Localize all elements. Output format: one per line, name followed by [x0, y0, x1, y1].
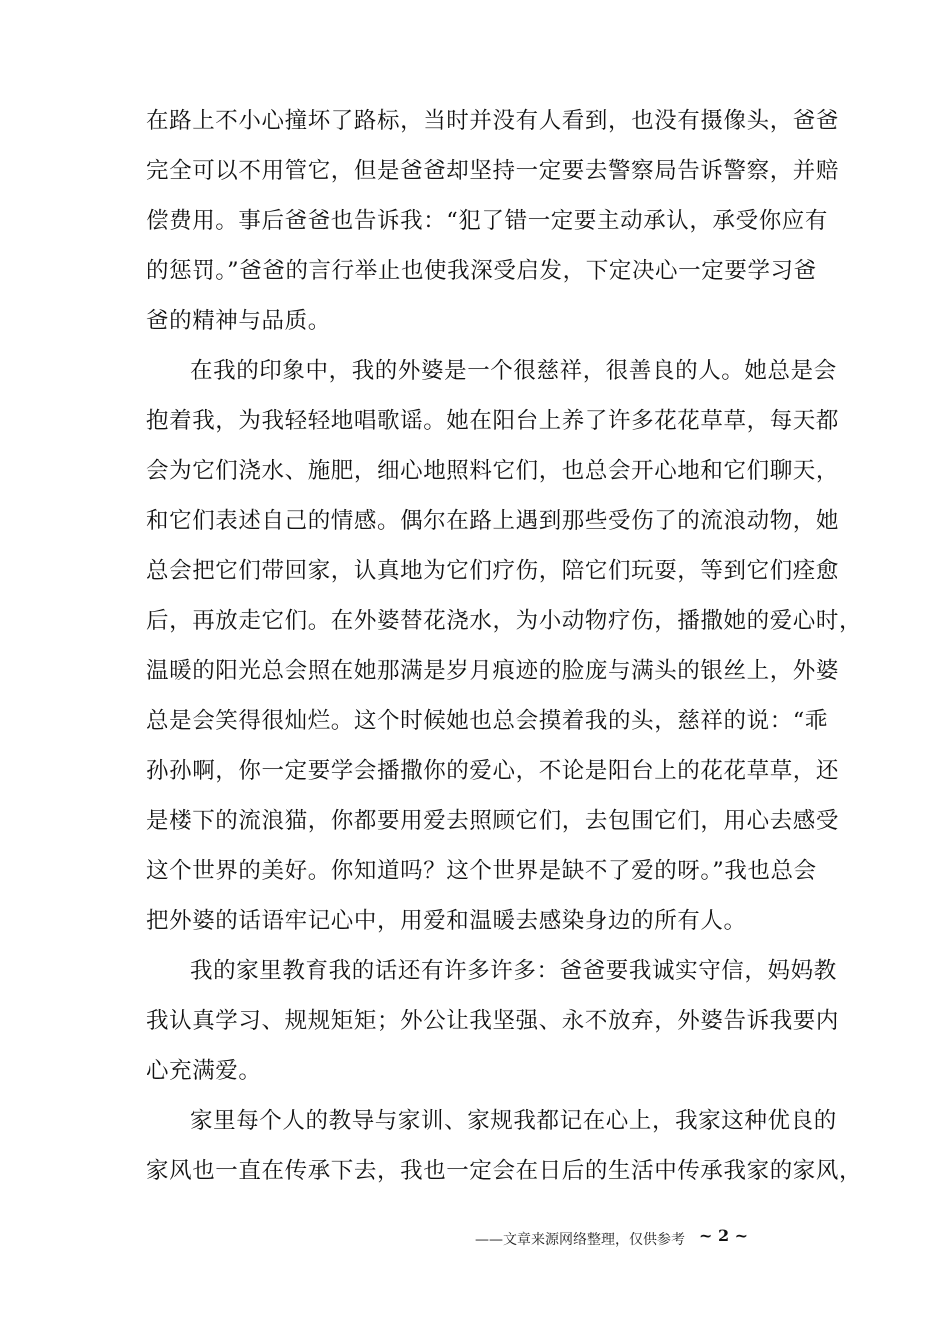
- text-line: 完全可以不用管它，但是爸爸却坚持一定要去警察局告诉警察，并赔: [146, 158, 840, 184]
- text-line: 在路上不小心撞坏了路标，当时并没有人看到，也没有摄像头，爸爸: [146, 108, 840, 134]
- text-line: 是楼下的流浪猫，你都要用爱去照顾它们，去包围它们，用心去感受: [146, 808, 840, 834]
- text-line: 温暖的阳光总会照在她那满是岁月痕迹的脸庞与满头的银丝上，外婆: [146, 658, 840, 684]
- text-line: 总会把它们带回家，认真地为它们疗伤，陪它们玩耍，等到它们痊愈: [146, 558, 840, 584]
- text-line: 会为它们浇水、施肥，细心地照料它们，也总会开心地和它们聊天，: [146, 458, 840, 484]
- text-line: 我的家里教育我的话还有许多许多：爸爸要我诚实守信，妈妈教: [190, 958, 837, 984]
- text-line: 心充满爱。: [146, 1058, 262, 1084]
- text-line: 爸的精神与品质。: [146, 308, 331, 334]
- text-line: 和它们表述自己的情感。偶尔在路上遇到那些受伤了的流浪动物，她: [146, 508, 840, 534]
- text-line: 在我的印象中，我的外婆是一个很慈祥，很善良的人。她总是会: [190, 358, 837, 384]
- text-line: 家里每个人的教导与家训、家规我都记在心上，我家这种优良的: [190, 1108, 837, 1134]
- text-line: 这个世界的美好。你知道吗？这个世界是缺不了爱的呀。”我也总会: [146, 858, 817, 884]
- text-line: 把外婆的话语牢记心中，用爱和温暖去感染身边的所有人。: [146, 908, 747, 934]
- text-line: 的惩罚。”爸爸的言行举止也使我深受启发，下定决心一定要学习爸: [146, 258, 817, 284]
- text-line: 偿费用。事后爸爸也告诉我：“犯了错一定要主动承认，承受你应有: [146, 208, 829, 234]
- text-line: 后，再放走它们。在外婆替花浇水，为小动物疗伤，播撒她的爱心时，: [146, 608, 863, 634]
- text-line: 家风也一直在传承下去，我也一定会在日后的生活中传承我家的家风，: [146, 1158, 863, 1184]
- text-line: 我认真学习、规规矩矩；外公让我坚强、永不放弃，外婆告诉我要内: [146, 1008, 840, 1034]
- footer-source-note: ——文章来源网络整理，仅供参考: [475, 1232, 685, 1248]
- page-number: ~ 2 ~: [699, 1226, 749, 1245]
- text-line: 抱着我，为我轻轻地唱歌谣。她在阳台上养了许多花花草草，每天都: [146, 408, 840, 434]
- text-line: 总是会笑得很灿烂。这个时候她也总会摸着我的头，慈祥的说：“乖: [146, 708, 829, 734]
- text-line: 孙孙啊，你一定要学会播撒你的爱心，不论是阳台上的花花草草，还: [146, 758, 840, 784]
